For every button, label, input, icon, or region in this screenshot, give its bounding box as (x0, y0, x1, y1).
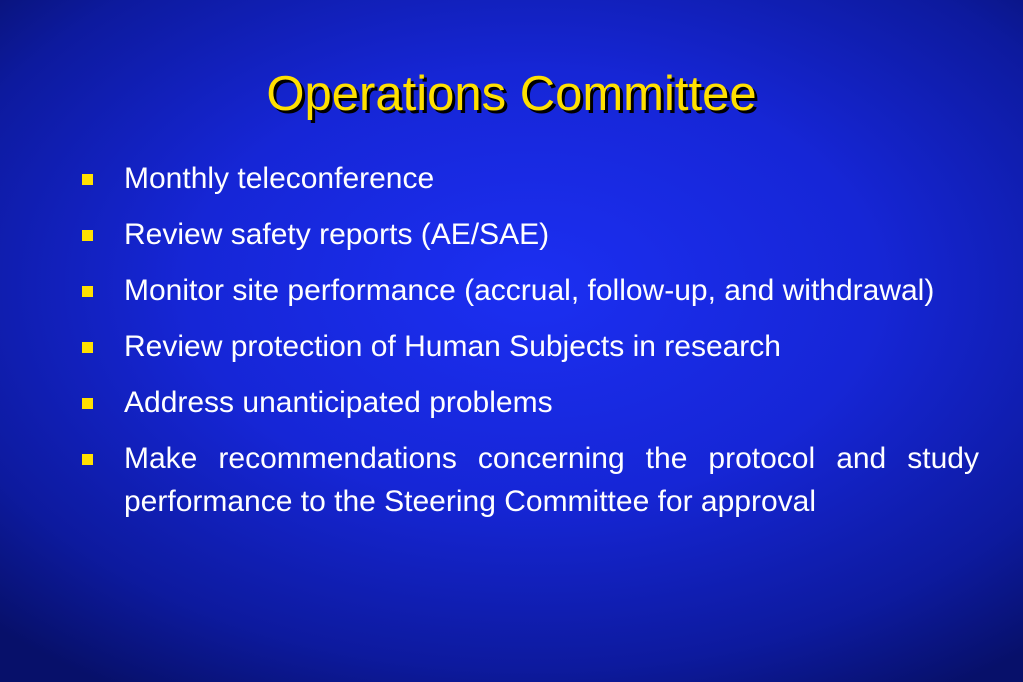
bullet-text: Make recommendations concerning the protocol and study performance to the Steering Committee for approval (124, 442, 979, 518)
bullet-text: Review safety reports (AE/SAE) (124, 218, 550, 251)
bullet-text: Review protection of Human Subjects in research (124, 330, 781, 363)
bullet-item-review-safety-reports (76, 213, 979, 256)
bullet-item-make-recommendations (76, 437, 979, 523)
bullet-text: Monthly teleconference (124, 162, 435, 195)
bullet-square-icon (82, 398, 93, 409)
bullet-text: Address unanticipated problems (124, 386, 553, 419)
bullet-square-icon (82, 454, 93, 465)
bullet-list (76, 157, 979, 536)
bullet-text: Monitor site performance (accrual, follow-up, and withdrawal) (124, 274, 935, 307)
bullet-item-monitor-site-performance (76, 269, 979, 312)
slide-title: Operations Committee (266, 67, 757, 121)
bullet-square-icon (82, 174, 93, 185)
bullet-square-icon (82, 230, 93, 241)
bullet-item-review-protection (76, 325, 979, 368)
bullet-square-icon (82, 342, 93, 353)
bullet-item-address-problems (76, 381, 979, 424)
bullet-item-monthly-teleconference (76, 157, 979, 200)
bullet-square-icon (82, 286, 93, 297)
